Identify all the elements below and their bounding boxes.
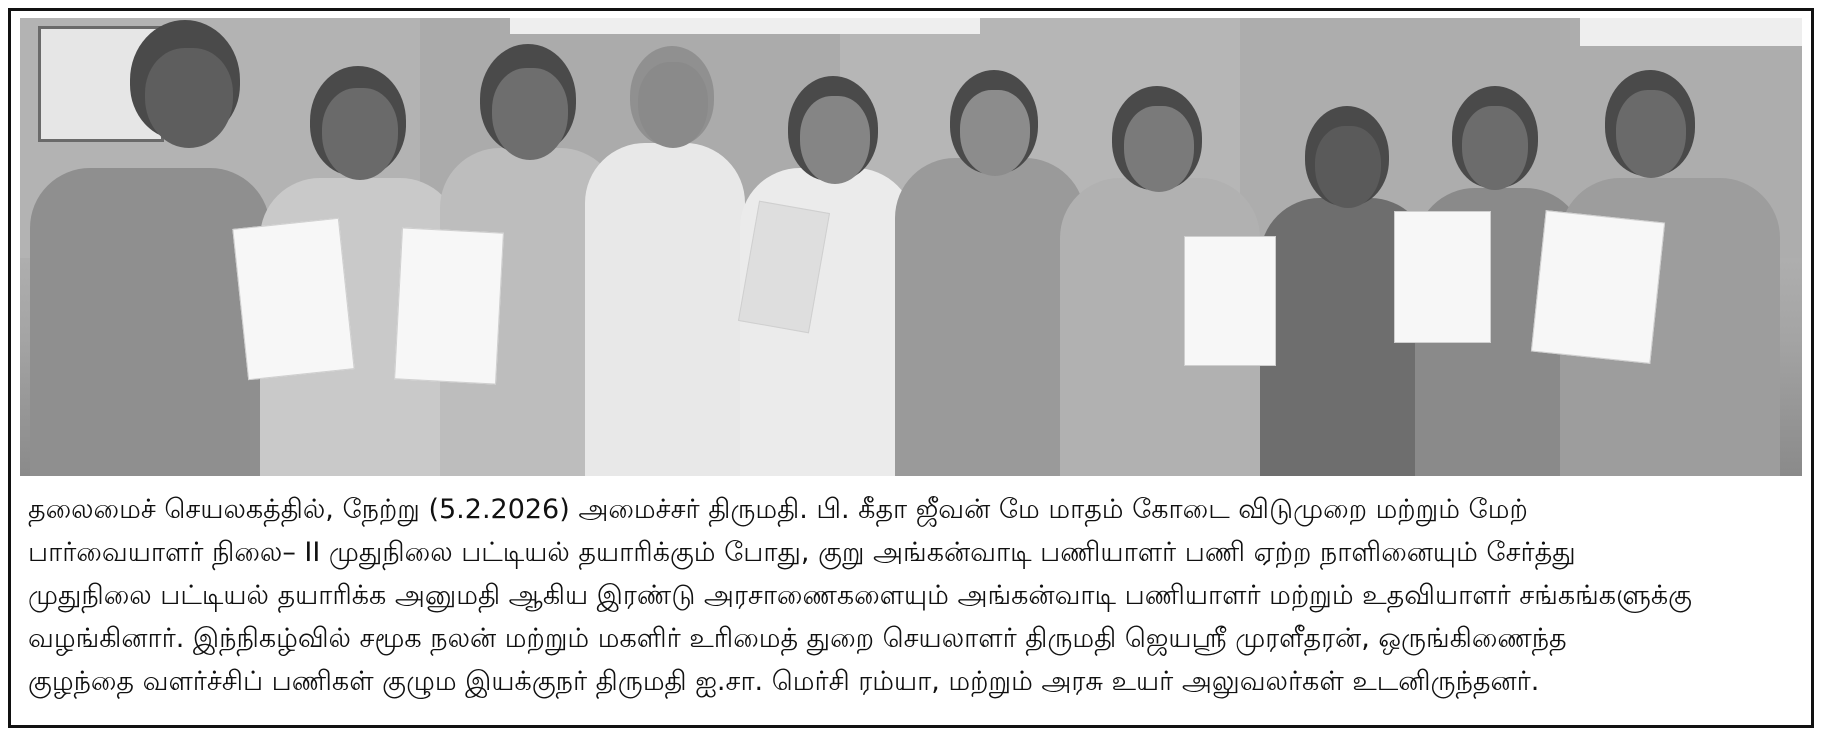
caption-line: தலைமைச் செயலகத்தில், நேற்று (5.2.2026) அமைச்சர் திருமதி. பி. கீதா ஜீவன் மே மாதம் கோடை விடுமுறை மற்றும் மேற் [28,494,1528,525]
government-order-document [1184,236,1276,366]
news-caption [28,488,1798,714]
government-order-document [232,218,354,380]
government-order-document [1394,211,1491,343]
caption-line: முதுநிலை பட்டியல் தயாரிக்க அனுமதி ஆகிய இரண்டு அரசாணைகளையும் அங்கன்வாடி பணியாளர் மற்றும் உதவியாளர் சங்கங்களுக்கு [28,580,1692,611]
government-order-document [1531,210,1665,364]
government-order-document [394,227,504,384]
caption-line: குழந்தை வளர்ச்சிப் பணிகள் குழும இயக்குநர் திருமதி ஐ.சா. மெர்சி ரம்யா, மற்றும் அரசு உயர் அலுவலர்கள் உடனிருந்தனர். [28,666,1540,697]
ceiling-strip [1580,18,1802,46]
caption-line: வழங்கினார். இந்நிகழ்வில் சமூக நலன் மற்றும் மகளிர் உரிமைத் துறை செயலாளர் திருமதி ஜெயஸ்ரீ முரளீதரன், ஒருங்கிணைந்த [28,623,1567,654]
caption-line: பார்வையாளர் நிலை– II முதுநிலை பட்டியல் தயாரிக்கும் போது, குறு அங்கன்வாடி பணியாளர் பணி ஏற்ற நாளினையும் சேர்த்து [28,537,1576,568]
ceiling-strip [510,18,980,34]
news-photo [20,18,1802,476]
